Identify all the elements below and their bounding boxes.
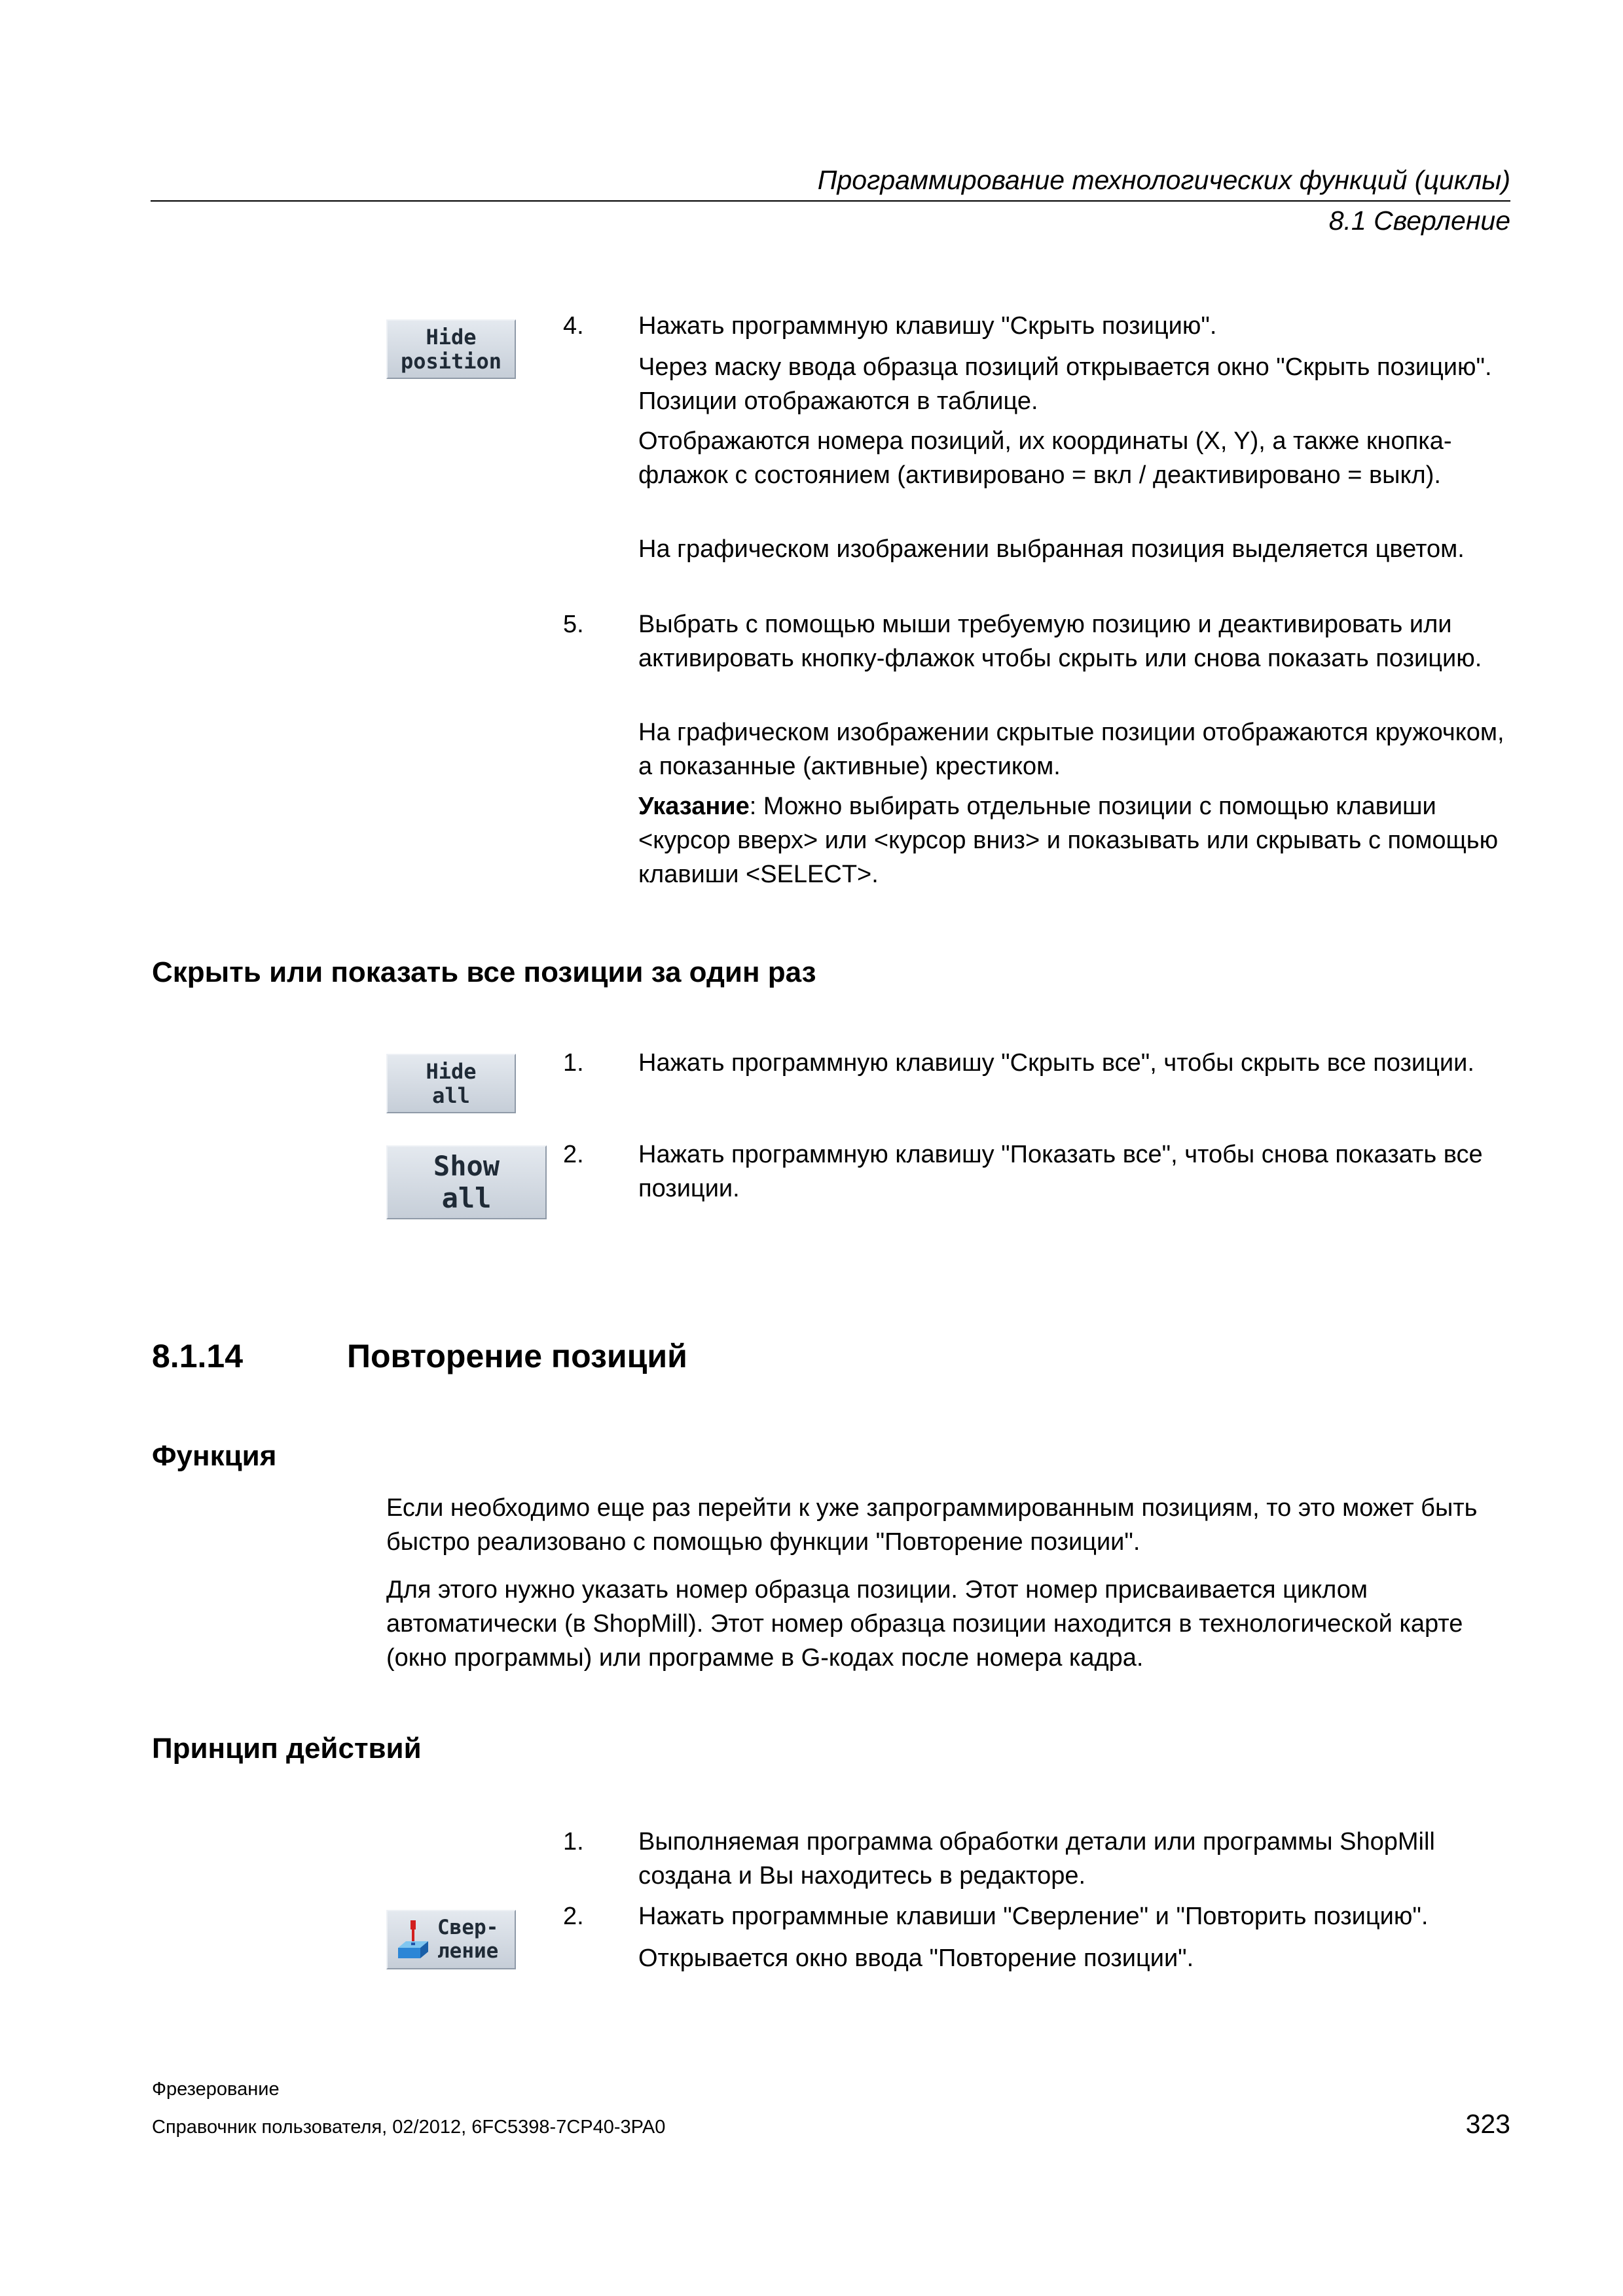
- step-5-number: 5.: [563, 611, 584, 638]
- step-5-text: Выбрать с помощью мыши требуемую позицию и деактивировать или активировать кнопку-флажок чтобы скрыть или снова показать позицию.: [638, 611, 1482, 672]
- header-section-title: 8.1 Сверление: [1328, 206, 1510, 236]
- hide-show-all-heading: Скрыть или показать все позиции за один раз: [152, 956, 816, 988]
- section-number: 8.1.14: [152, 1338, 244, 1374]
- hide-position-softkey-line2: position: [400, 348, 502, 374]
- note-text: : Можно выбирать отдельные позиции с помощью клавиши <курсор вверх> или <курсор вниз> и показывать или скрывать с помощью клавиши <SELECT>.: [638, 793, 1499, 888]
- function-heading: Функция: [152, 1440, 277, 1472]
- drill-icon: [397, 1919, 429, 1961]
- step-4-paragraph-1: Через маску ввода образца позиций открывается окно "Скрыть позицию". Позиции отображаются в таблице.: [638, 353, 1492, 415]
- note-label: Указание: [638, 793, 750, 820]
- hide-all-step-text: Нажать программную клавишу "Скрыть все", чтобы скрыть все позиции.: [638, 1049, 1474, 1077]
- show-all-step-text: Нажать программную клавишу "Показать все", чтобы снова показать все позиции.: [638, 1141, 1483, 1202]
- hide-all-softkey-line1: Hide: [426, 1058, 477, 1084]
- drilling-softkey: [386, 1910, 516, 1969]
- step-4-number: 4.: [563, 312, 584, 340]
- step-4-paragraph-2: Отображаются номера позиций, их координаты (X, Y), а также кнопка-флажок с состоянием (активировано = вкл / деактивировано = выкл).: [638, 427, 1452, 489]
- principle-step-1-number: 1.: [563, 1828, 584, 1856]
- principle-step-1-text: Выполняемая программа обработки детали или программы ShopMill создана и Вы находитесь в редакторе.: [638, 1828, 1435, 1890]
- section-title: Повторение позиций: [347, 1338, 687, 1374]
- hide-all-softkey-line2: all: [432, 1083, 470, 1108]
- footer-manual-title: Фрезерование: [152, 2079, 280, 2100]
- show-all-softkey-line2: all: [441, 1181, 492, 1214]
- hide-position-softkey: [386, 319, 516, 379]
- drilling-softkey-line1: Свер-: [437, 1915, 499, 1939]
- hide-all-softkey: [386, 1054, 516, 1113]
- function-paragraph-1: Если необходимо еще раз перейти к уже запрограммированным позициям, то это может быть быстро реализовано с помощью функции "Повторение позиции".: [386, 1494, 1478, 1556]
- hide-position-softkey-line1: Hide: [426, 324, 477, 350]
- step-5-paragraph-1: На графическом изображении скрытые позиции отображаются кружочком, а показанные (активные) крестиком.: [638, 719, 1504, 780]
- show-all-step-number: 2.: [563, 1141, 584, 1168]
- header-chapter-title: Программирование технологических функций (циклы): [817, 165, 1510, 195]
- page-number: 323: [1465, 2109, 1510, 2139]
- footer-manual-edition: Справочник пользователя, 02/2012, 6FC5398-7CP40-3PA0: [152, 2117, 666, 2138]
- principle-step-2-paragraph: Открывается окно ввода "Повторение позиции".: [638, 1945, 1194, 1972]
- selection-note: [638, 789, 1516, 891]
- function-paragraph-2: Для этого нужно указать номер образца позиции. Этот номер присваивается циклом автоматически (в ShopMill). Этот номер образца позиции находится в технологической карте (окно программы) или программе в G-кодах после номера кадра.: [386, 1576, 1463, 1672]
- hide-all-step-number: 1.: [563, 1049, 584, 1077]
- drilling-softkey-line2: ление: [437, 1939, 499, 1963]
- header-rule: [151, 200, 1510, 202]
- show-all-softkey: [386, 1145, 547, 1219]
- principle-step-2-text: Нажать программные клавиши "Сверление" и "Повторить позицию".: [638, 1903, 1429, 1930]
- step-4-paragraph-3: На графическом изображении выбранная позиция выделяется цветом.: [638, 535, 1465, 563]
- show-all-softkey-line1: Show: [433, 1150, 500, 1183]
- step-4-text: Нажать программную клавишу "Скрыть позицию".: [638, 312, 1217, 340]
- principle-heading: Принцип действий: [152, 1732, 422, 1765]
- principle-step-2-number: 2.: [563, 1903, 584, 1930]
